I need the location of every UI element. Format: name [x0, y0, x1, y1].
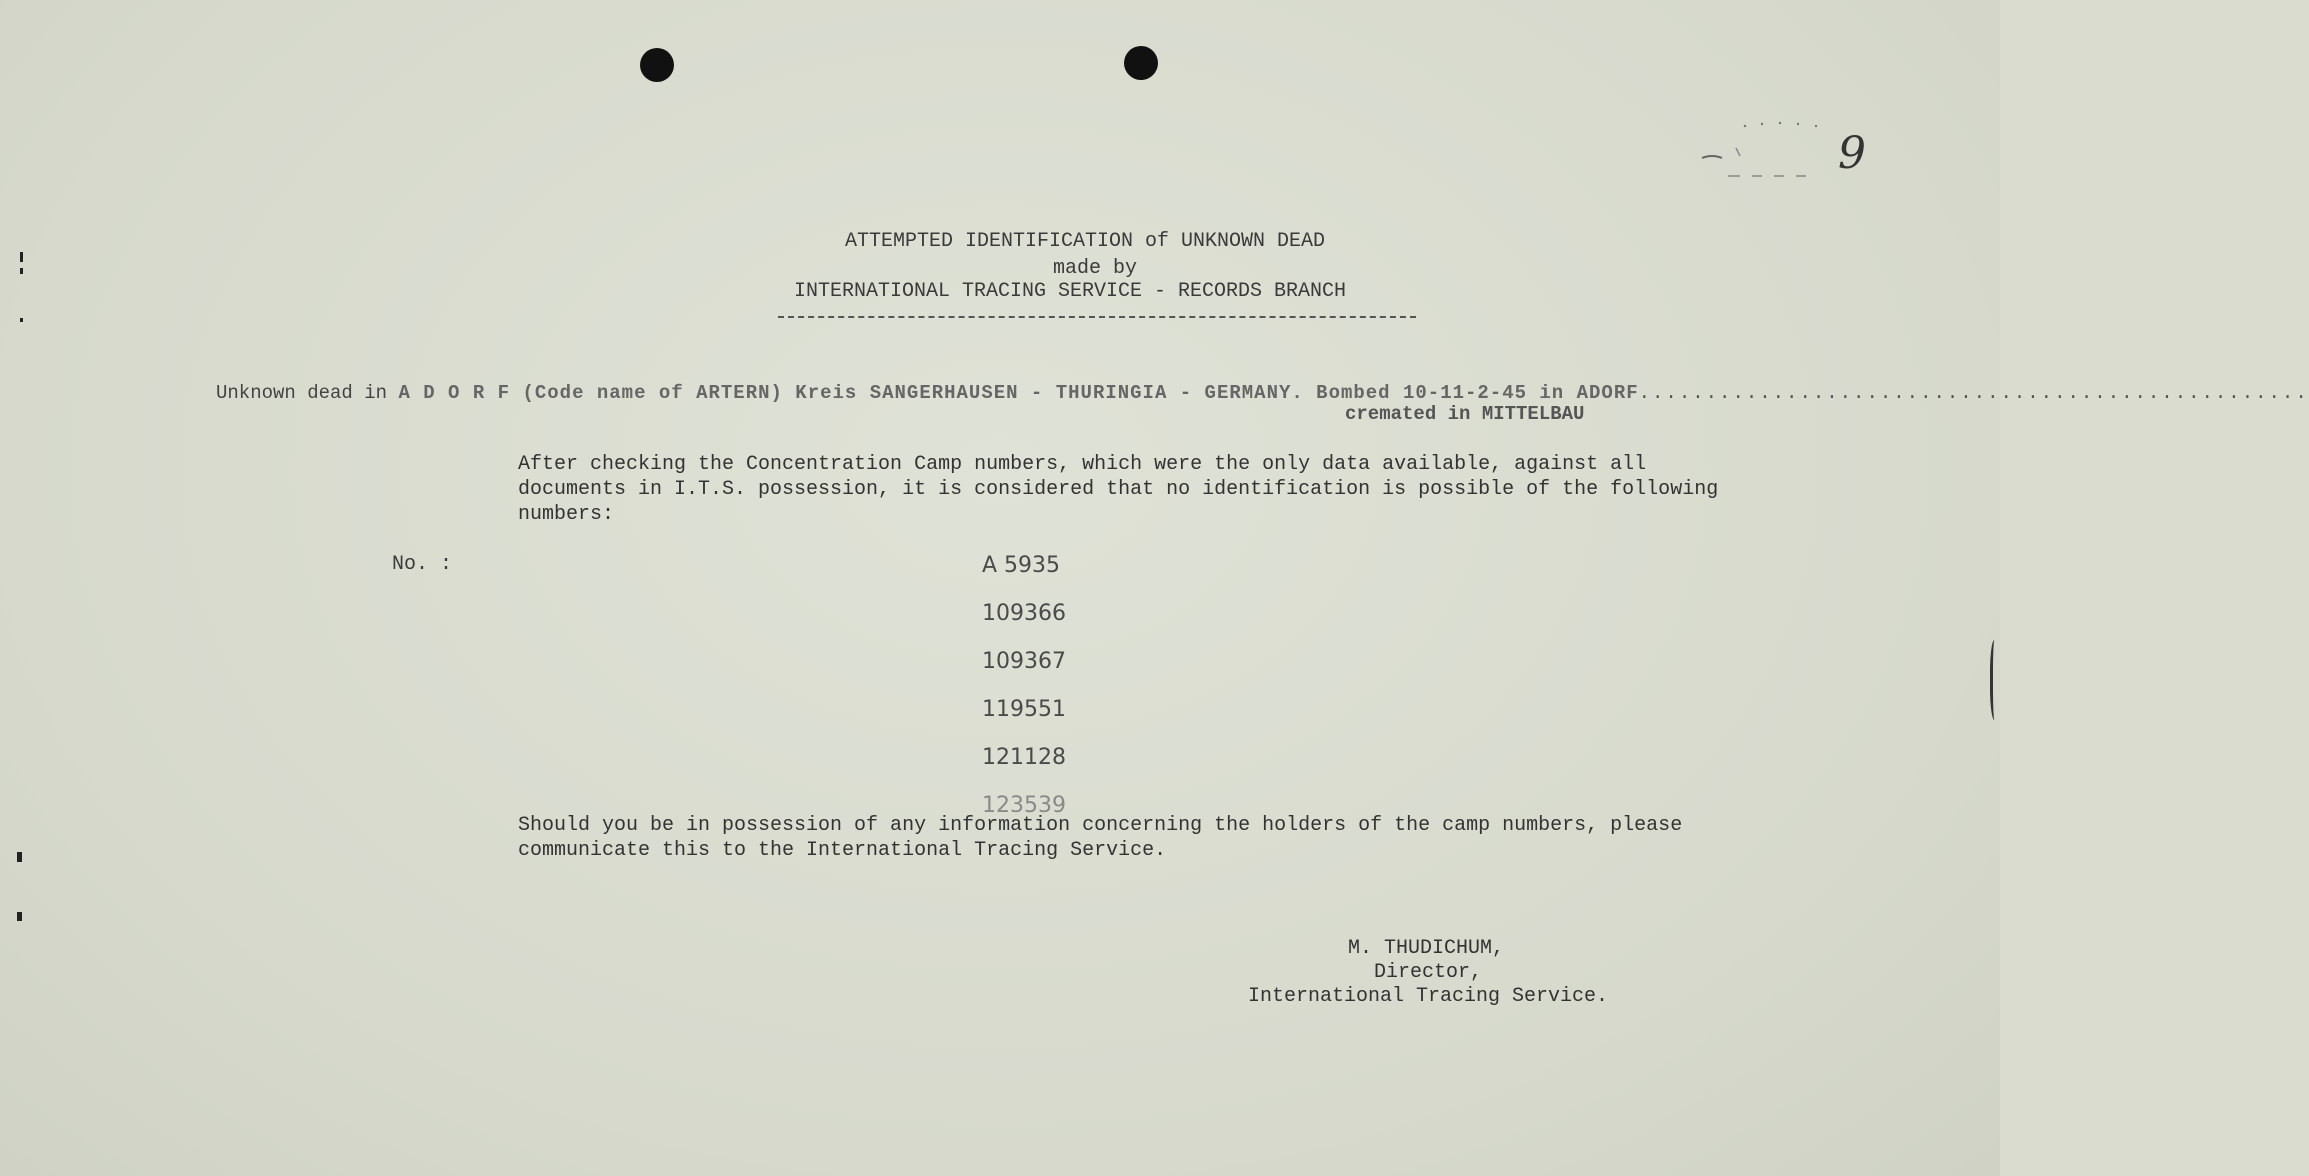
- dotted-leader: ..................................................: [1638, 382, 2309, 404]
- margin-mark: [20, 318, 23, 322]
- pencil-marks-icon: [1700, 118, 1830, 178]
- document-title: ATTEMPTED IDENTIFICATION of UNKNOWN DEAD: [844, 230, 1326, 253]
- punch-hole-right: [1124, 46, 1158, 80]
- unknown-dead-line: [216, 382, 2309, 404]
- camp-number: 121128: [982, 745, 1066, 770]
- signature-name: M. THUDICHUM,: [1348, 937, 1505, 960]
- margin-mark: [17, 852, 22, 862]
- margin-mark: [20, 252, 23, 262]
- margin-mark: [20, 268, 23, 274]
- punch-hole-left: [640, 48, 674, 82]
- camp-number: A 5935: [982, 553, 1061, 578]
- signature-title: Director,: [1374, 961, 1483, 984]
- unknown-dead-location: A D O R F (Code name of ARTERN) Kreis SANGERHAUSEN - THURINGIA - GERMANY. Bombed 10-11-2-45 in ADORF: [398, 382, 1639, 404]
- page-number: 9: [1838, 128, 1866, 179]
- camp-number: 119551: [982, 697, 1066, 722]
- edge-mark: [1990, 640, 2001, 720]
- title-divider: [778, 316, 1416, 318]
- cremated-note: cremated in MITTELBAU: [1345, 403, 1585, 425]
- unknown-dead-label: Unknown dead in: [216, 382, 388, 404]
- camp-number: 123539: [982, 793, 1066, 818]
- camp-number: 109367: [982, 649, 1066, 674]
- camp-number: 109366: [982, 601, 1066, 626]
- margin-mark: [17, 912, 22, 921]
- request-paragraph: Should you be in possession of any information concerning the holders of the camp numbers, please communicate this to the International Tracing Service.: [518, 814, 1683, 862]
- numbers-label: No. :: [392, 553, 453, 576]
- signature-organization: International Tracing Service.: [1248, 985, 1609, 1008]
- checking-paragraph: After checking the Concentration Camp numbers, which were the only data available, against all documents in I.T.S. possession, it is considered that no identification is possible of the following numbers:: [518, 453, 1719, 526]
- title-made-by: made by: [1052, 257, 1137, 280]
- title-organization: INTERNATIONAL TRACING SERVICE - RECORDS BRANCH: [793, 280, 1347, 303]
